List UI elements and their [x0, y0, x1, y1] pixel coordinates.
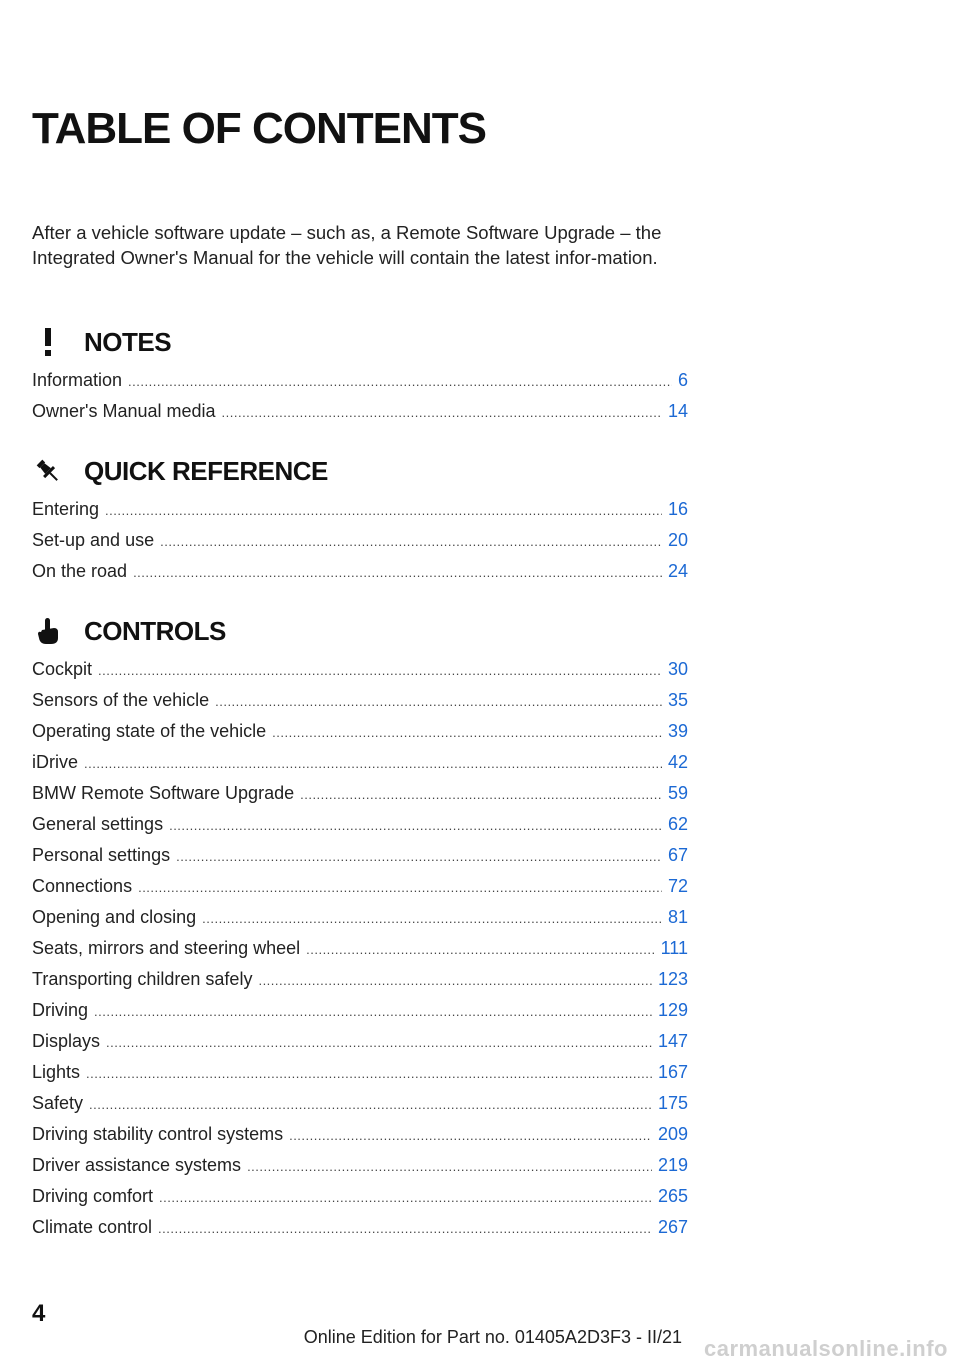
toc-entry-label: Operating state of the vehicle: [32, 721, 267, 741]
toc-entry[interactable]: [32, 938, 688, 969]
toc-entry[interactable]: [32, 1155, 688, 1186]
toc-entry[interactable]: [32, 659, 688, 690]
toc-entry[interactable]: [32, 721, 688, 752]
leader-dots: [289, 1128, 652, 1143]
toc-entry-label: Displays: [32, 1031, 101, 1051]
leader-dots: [105, 503, 662, 518]
toc-page-number[interactable]: 20: [667, 530, 688, 550]
leader-dots: [106, 1035, 652, 1050]
section-header: [32, 611, 688, 651]
toc-page-number[interactable]: 42: [667, 752, 688, 772]
toc-entry-label: Seats, mirrors and steering wheel: [32, 938, 301, 958]
section-header: [32, 322, 688, 362]
toc-entry-label: Driving: [32, 1000, 89, 1020]
toc-entry[interactable]: [32, 1217, 688, 1248]
section-header: [32, 451, 688, 491]
toc-entry-label: Entering: [32, 499, 100, 519]
leader-dots: [258, 973, 652, 988]
toc-page-number[interactable]: 16: [667, 499, 688, 519]
leader-dots: [215, 694, 662, 709]
leader-dots: [159, 1190, 652, 1205]
toc-page-number[interactable]: 6: [677, 370, 688, 390]
toc-page-number[interactable]: 81: [667, 907, 688, 927]
toc-entry[interactable]: [32, 530, 688, 561]
toc-entry[interactable]: [32, 814, 688, 845]
toc-entry-label: On the road: [32, 561, 128, 581]
leader-dots: [133, 565, 662, 580]
toc-entry-label: iDrive: [32, 752, 79, 772]
toc-entry-label: BMW Remote Software Upgrade: [32, 783, 295, 803]
toc-entry[interactable]: [32, 1124, 688, 1155]
leader-dots: [128, 374, 672, 389]
toc-entry[interactable]: [32, 370, 688, 401]
toc-entry-label: Opening and closing: [32, 907, 197, 927]
toc-page-number[interactable]: 111: [660, 938, 688, 958]
toc-entry-label: Personal settings: [32, 845, 171, 865]
pin-icon: [32, 455, 64, 487]
toc-entry[interactable]: [32, 1000, 688, 1031]
toc-entry[interactable]: [32, 1031, 688, 1062]
toc-entry-label: Driving stability control systems: [32, 1124, 284, 1144]
leader-dots: [160, 534, 662, 549]
pointing-hand-icon: [32, 615, 64, 647]
toc-page-number[interactable]: 219: [657, 1155, 688, 1175]
page-number: 4: [32, 1300, 46, 1327]
toc-entry-label: Lights: [32, 1062, 81, 1082]
toc-page-number[interactable]: 265: [657, 1186, 688, 1206]
toc-entry[interactable]: [32, 561, 688, 592]
watermark-logo: carmanualsonline.info: [704, 1336, 948, 1361]
intro-paragraph: After a vehicle software update – such as, a Remote Software Upgrade – the Integrated Owner's Manual for the vehicle will contain the latest infor-mation.: [32, 222, 662, 268]
toc-entry[interactable]: [32, 1062, 688, 1093]
toc-entry-label: Sensors of the vehicle: [32, 690, 210, 710]
toc-entry[interactable]: [32, 1186, 688, 1217]
toc-entry[interactable]: [32, 845, 688, 876]
toc-entry-label: Driver assistance systems: [32, 1155, 242, 1175]
leader-dots: [98, 663, 662, 678]
leader-dots: [158, 1221, 652, 1236]
toc-page-number[interactable]: 30: [667, 659, 688, 679]
toc-page-number[interactable]: 67: [667, 845, 688, 865]
toc-page-number[interactable]: 62: [667, 814, 688, 834]
toc-entry[interactable]: [32, 907, 688, 938]
section-controls: [32, 611, 688, 1248]
section-quick-reference: [32, 451, 688, 592]
toc-page-number[interactable]: 167: [657, 1062, 688, 1082]
toc-entry[interactable]: [32, 1093, 688, 1124]
leader-dots: [300, 787, 662, 802]
toc-entry-label: Set-up and use: [32, 530, 155, 550]
toc-page-number[interactable]: 24: [667, 561, 688, 581]
toc-page-number[interactable]: 59: [667, 783, 688, 803]
section-title: NOTES: [84, 326, 172, 357]
toc-page-number[interactable]: 129: [657, 1000, 688, 1020]
toc-entry-label: Connections: [32, 876, 133, 896]
toc-page-number[interactable]: 267: [657, 1217, 688, 1237]
toc-page-number[interactable]: 72: [667, 876, 688, 896]
toc-entry-label: Information: [32, 370, 123, 390]
section-notes: [32, 322, 688, 432]
exclamation-icon: [32, 326, 64, 358]
toc-entry[interactable]: [32, 690, 688, 721]
toc-entry-label: Cockpit: [32, 659, 93, 679]
leader-dots: [86, 1066, 652, 1081]
toc-entry-label: General settings: [32, 814, 164, 834]
toc-page-number[interactable]: 14: [667, 401, 688, 421]
toc-entry-label: Safety: [32, 1093, 84, 1113]
section-title: CONTROLS: [84, 615, 226, 646]
leader-dots: [202, 911, 662, 926]
toc-page-number[interactable]: 123: [657, 969, 688, 989]
toc-entry-label: Climate control: [32, 1217, 153, 1237]
toc-page-number[interactable]: 209: [657, 1124, 688, 1144]
leader-dots: [272, 725, 662, 740]
toc-entry-label: Transporting children safely: [32, 969, 253, 989]
leader-dots: [84, 756, 662, 771]
toc-entry[interactable]: [32, 969, 688, 1000]
leader-dots: [138, 880, 662, 895]
toc-entry[interactable]: [32, 401, 688, 432]
leader-dots: [176, 849, 662, 864]
page-title: TABLE OF CONTENTS: [32, 104, 486, 153]
leader-dots: [89, 1097, 652, 1112]
toc-entry[interactable]: [32, 752, 688, 783]
leader-dots: [169, 818, 662, 833]
toc-entry-label: Driving comfort: [32, 1186, 154, 1206]
toc-entry[interactable]: [32, 783, 688, 814]
toc-entry-label: Owner's Manual media: [32, 401, 216, 421]
toc-page-number[interactable]: 175: [657, 1093, 688, 1113]
toc-page-number[interactable]: 147: [657, 1031, 688, 1051]
section-title: QUICK REFERENCE: [84, 455, 328, 486]
toc-entry[interactable]: [32, 876, 688, 907]
leader-dots: [247, 1159, 652, 1174]
leader-dots: [94, 1004, 652, 1019]
leader-dots: [222, 405, 662, 420]
toc-page-number[interactable]: 35: [667, 690, 688, 710]
toc-entry[interactable]: [32, 499, 688, 530]
toc-page-number[interactable]: 39: [667, 721, 688, 741]
footer-edition: Online Edition for Part no. 01405A2D3F3 - II/21: [303, 1327, 682, 1347]
leader-dots: [306, 942, 655, 957]
